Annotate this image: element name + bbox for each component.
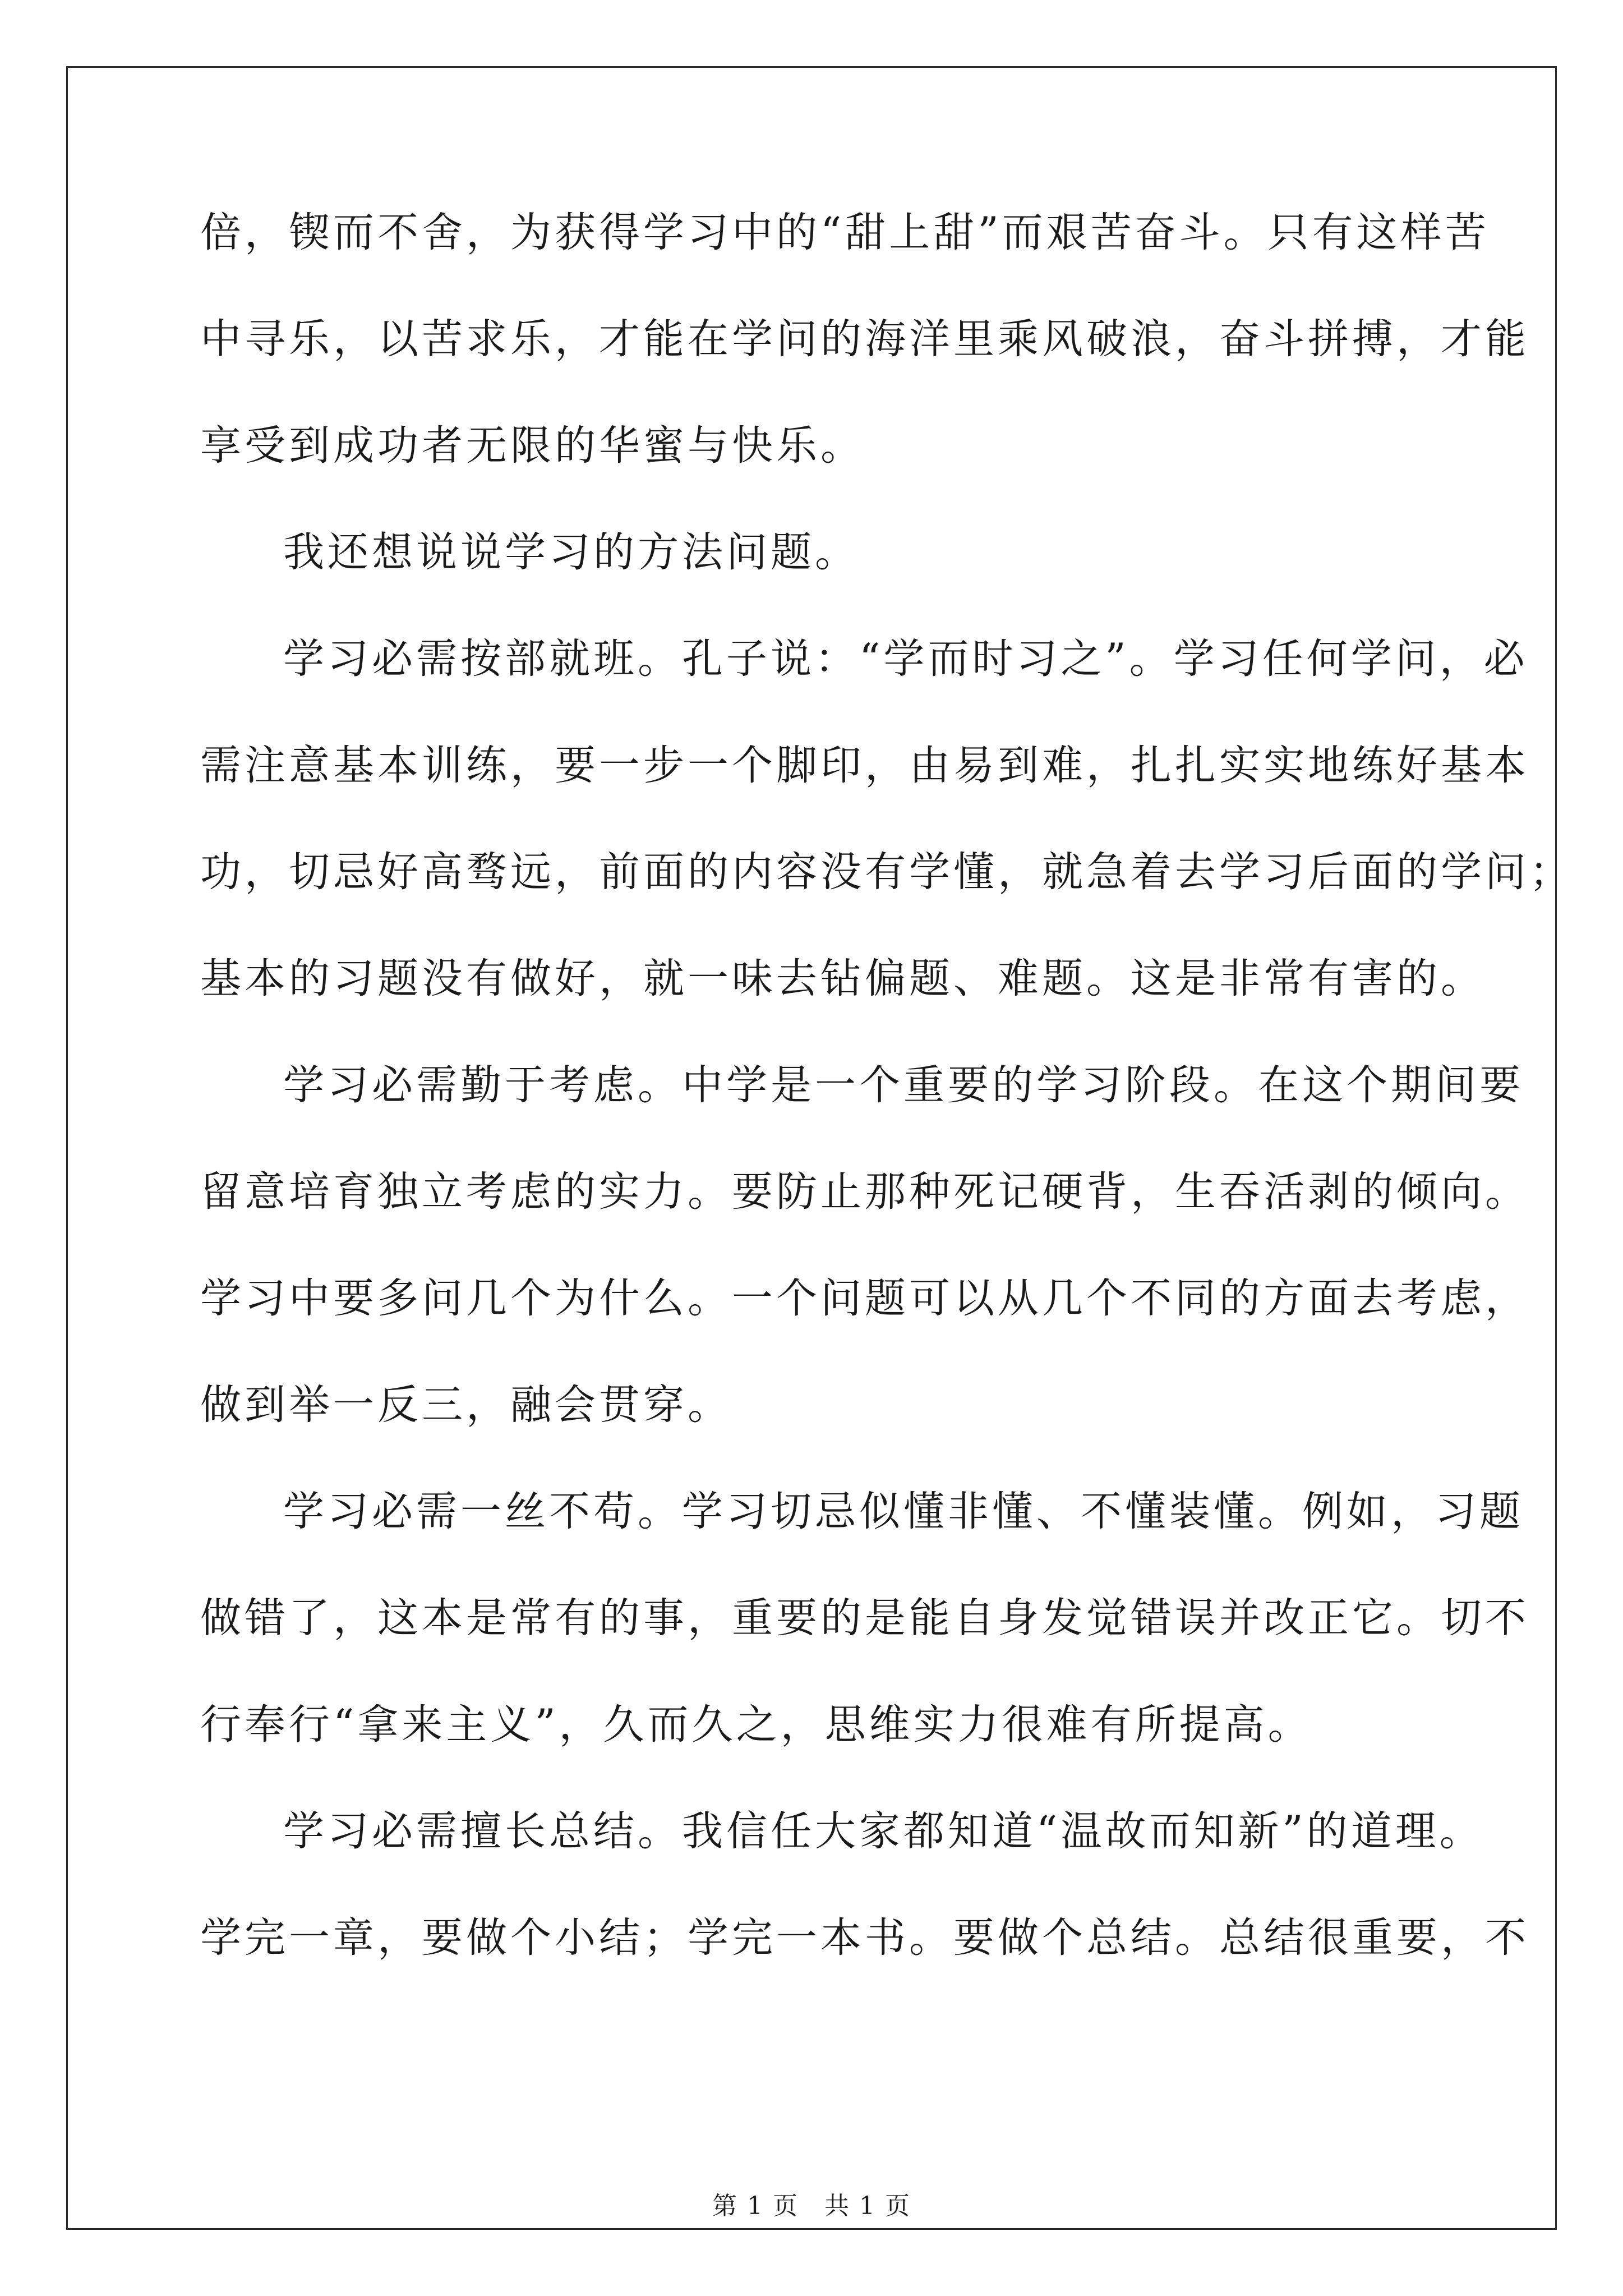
text-line-11: 学习中要多问几个为什么。一个问题可以从几个不同的方面去考虑， — [200, 1274, 1529, 1322]
text-line-16: 学习必需擅长总结。我信任大家都知道“温故而知新”的道理。 — [283, 1807, 1484, 1855]
text-line-7: 功，切忌好高骛远，前面的内容没有学懂，就急着去学习后面的学问； — [200, 848, 1574, 896]
text-line-3: 享受到成功者无限的华蜜与快乐。 — [200, 422, 865, 470]
text-line-10: 留意培育独立考虑的实力。要防止那种死记硬背，生吞活剥的倾向。 — [200, 1168, 1529, 1216]
text-line-5: 学习必需按部就班。孔子说：“学而时习之”。学习任何学问，必 — [283, 635, 1528, 683]
text-line-14: 做错了，这本是常有的事，重要的是能自身发觉错误并改正它。切不 — [200, 1594, 1529, 1642]
text-line-1: 倍，锲而不舍，为获得学习中的“甜上甜”而艰苦奋斗。只有这样苦 — [200, 209, 1490, 256]
text-line-13: 学习必需一丝不苟。学习切忌似懂非懂、不懂装懂。例如，习题 — [283, 1488, 1524, 1535]
text-line-2: 中寻乐，以苦求乐，才能在学问的海洋里乘风破浪，奋斗拼搏，才能 — [200, 315, 1529, 363]
text-line-4: 我还想说说学习的方法问题。 — [283, 528, 859, 576]
text-line-9: 学习必需勤于考虑。中学是一个重要的学习阶段。在这个期间要 — [283, 1061, 1524, 1109]
page-number-footer: 第 1 页 共 1 页 — [712, 2192, 911, 2220]
text-line-12: 做到举一反三，融会贯穿。 — [200, 1381, 732, 1429]
text-line-8: 基本的习题没有做好，就一味去钻偏题、难题。这是非常有害的。 — [200, 955, 1485, 1002]
text-line-17: 学完一章，要做个小结；学完一本书。要做个总结。总结很重要，不 — [200, 1914, 1529, 1962]
text-line-15: 行奉行“拿来主义”，久而久之，思维实力很难有所提高。 — [200, 1701, 1312, 1749]
page-border — [66, 66, 1557, 2230]
text-line-6: 需注意基本训练，要一步一个脚印，由易到难，扎扎实实地练好基本 — [200, 742, 1529, 789]
